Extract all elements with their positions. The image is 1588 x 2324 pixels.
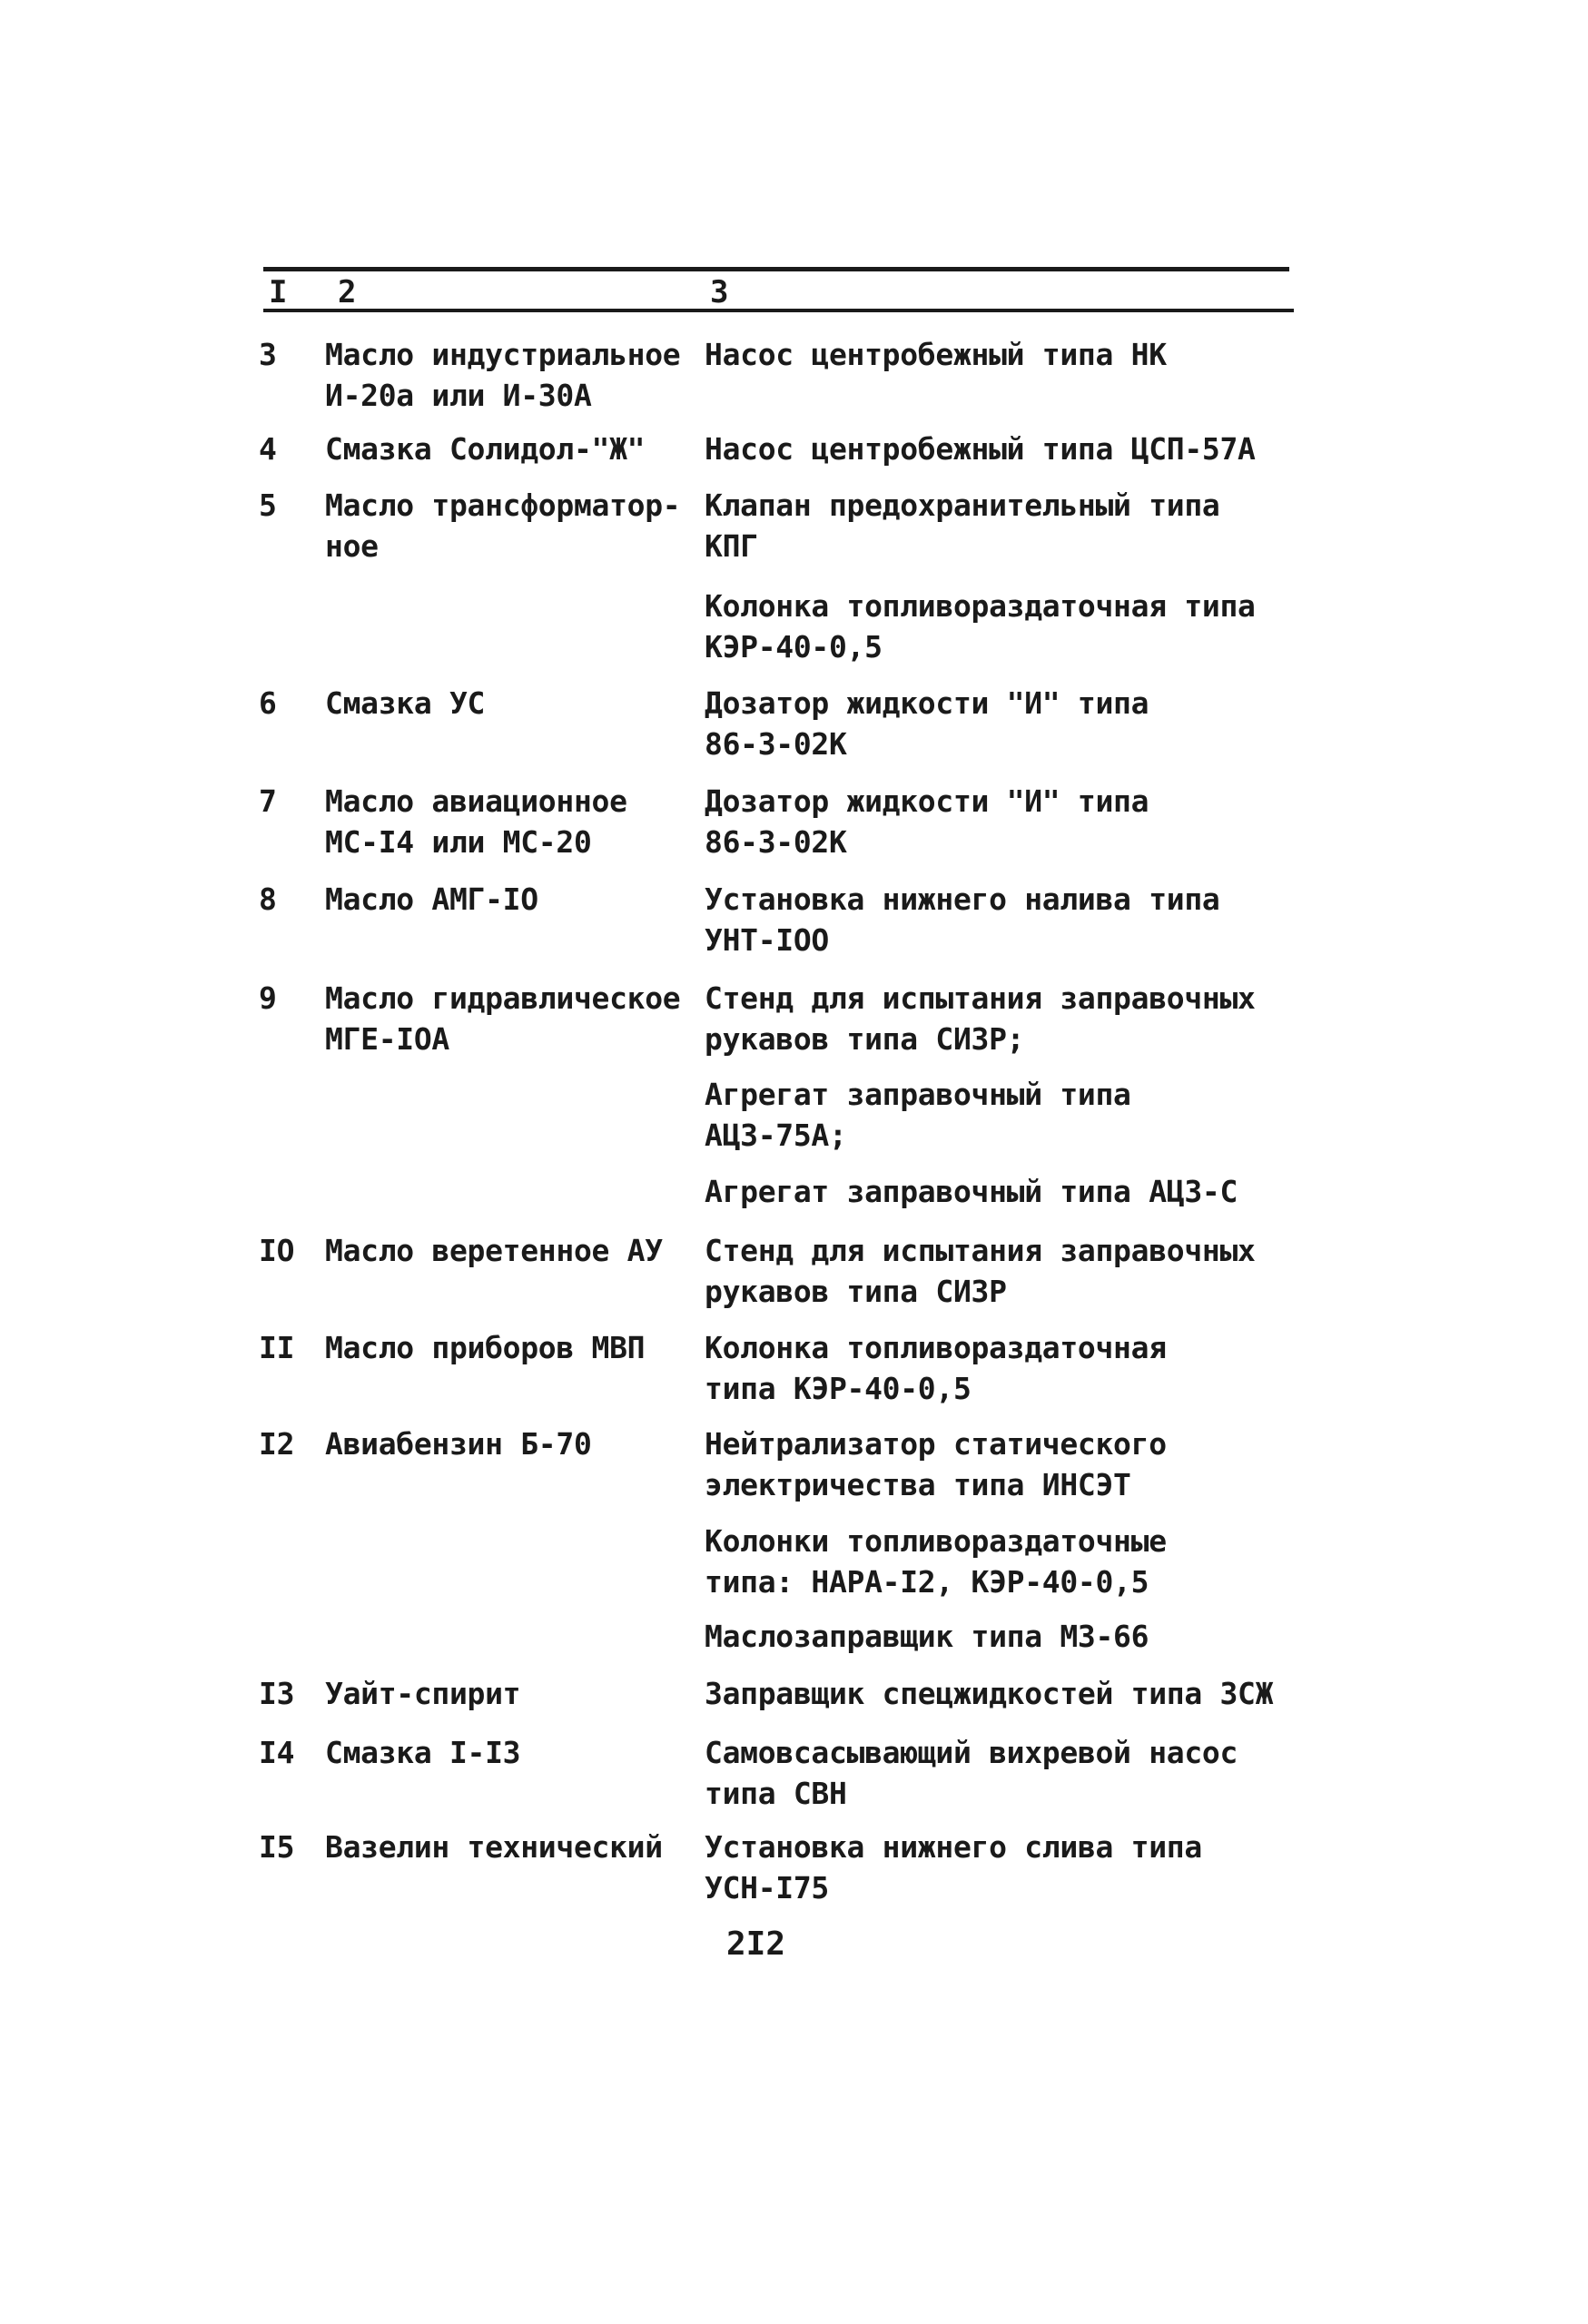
equipment-name: Клапан предохранительный типа КПГ [705, 487, 1220, 564]
row-number: I5 [259, 1829, 295, 1865]
equipment-name: Стенд для испытания заправочных рукавов типа СИЗР [705, 1233, 1256, 1309]
product-name: Масло индустриальное И-20а или И-30А [325, 337, 681, 413]
row-number: 6 [259, 685, 277, 721]
equipment-name: Заправщик спецжидкостей типа ЗСЖ [705, 1676, 1274, 1711]
row-number: 3 [259, 337, 277, 372]
row-number: I2 [259, 1426, 295, 1462]
product-name: Смазка Солидол-"Ж" [325, 431, 646, 467]
product-name: Масло приборов МВП [325, 1330, 646, 1365]
equipment-name: Стенд для испытания заправочных рукавов типа СИЗР; [705, 980, 1256, 1057]
row-number: I4 [259, 1735, 295, 1770]
row-number: I3 [259, 1676, 295, 1711]
table-header-rule [263, 309, 1294, 312]
equipment-name: Дозатор жидкости "И" типа 86-3-02К [705, 685, 1149, 762]
equipment-name: Дозатор жидкости "И" типа 86-3-02К [705, 783, 1149, 860]
equipment-name: Насос центробежный типа ЦСП-57А [705, 431, 1256, 467]
row-number: 5 [259, 487, 277, 523]
product-name: Масло гидравлическое МГЕ-IOА [325, 980, 681, 1057]
page-number: 2I2 [726, 1925, 786, 1963]
product-name: Масло авиационное МС-I4 или МС-20 [325, 783, 627, 860]
product-name: Уайт-спирит [325, 1676, 521, 1711]
row-number: 9 [259, 980, 277, 1016]
header-col-2: 2 [338, 274, 357, 310]
header-col-1: I [269, 274, 288, 310]
row-number: IO [259, 1233, 295, 1268]
product-name: Смазка УС [325, 685, 486, 721]
equipment-name: Колонка топливораздаточная типа КЭР-40-0,5 [705, 1330, 1167, 1406]
equipment-name: Насос центробежный типа НК [705, 337, 1167, 372]
table-top-rule [263, 267, 1289, 271]
equipment-name: Колонки топливораздаточные типа: НАРА-I2, КЭР-40-0,5 [705, 1523, 1167, 1600]
header-col-3: 3 [710, 274, 729, 310]
product-name: Масло веретенное АУ [325, 1233, 663, 1268]
equipment-name: Нейтрализатор статического электричества типа ИНСЭТ [705, 1426, 1167, 1502]
row-number: 7 [259, 783, 277, 819]
equipment-name: Установка нижнего слива типа УСН-I75 [705, 1829, 1202, 1905]
row-number: 8 [259, 881, 277, 917]
equipment-name: Маслозаправщик типа МЗ-66 [705, 1619, 1149, 1654]
equipment-name: Агрегат заправочный типа АЦЗ-75А; [705, 1077, 1131, 1153]
row-number: II [259, 1330, 295, 1365]
product-name: Вазелин технический [325, 1829, 663, 1865]
equipment-name: Установка нижнего налива типа УНТ-IOO [705, 881, 1220, 958]
product-name: Смазка I-I3 [325, 1735, 521, 1770]
product-name: Авиабензин Б-70 [325, 1426, 592, 1462]
product-name: Масло АМГ-IO [325, 881, 538, 917]
equipment-name: Самовсасывающий вихревой насос типа СВН [705, 1735, 1238, 1811]
equipment-name: Агрегат заправочный типа АЦЗ-С [705, 1174, 1238, 1209]
equipment-name: Колонка топливораздаточная типа КЭР-40-0,5 [705, 588, 1256, 665]
product-name: Масло трансформатор- ное [325, 487, 681, 564]
row-number: 4 [259, 431, 277, 467]
